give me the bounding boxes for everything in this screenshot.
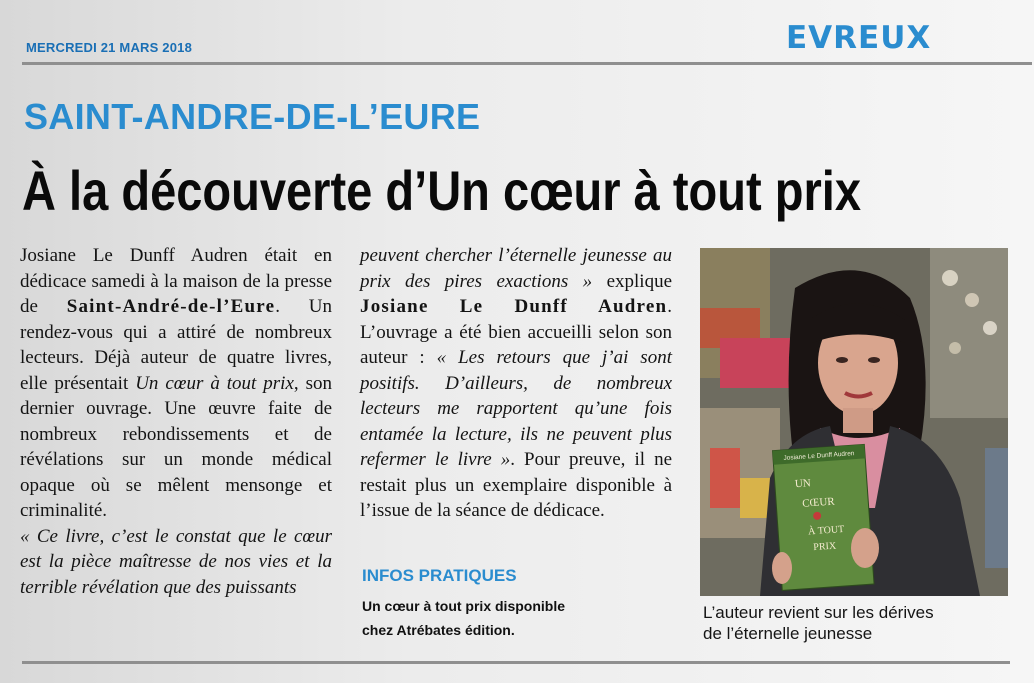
book-title: Un cœur à tout prix [135,372,294,394]
ornament [965,293,979,307]
text-run: Josiane Le Dunff Audren était en dédicace samedi à la maison de la presse de [20,245,332,317]
pink-box [720,338,790,388]
book-title-line-4: PRIX [812,540,837,554]
photo-illustration [700,248,1008,596]
article-kicker: SAINT-ANDRE-DE-L’EURE [24,96,481,137]
column-1-paragraph-1 [20,243,332,524]
ornament [949,342,961,354]
book-title-line-3: À TOUT [807,523,845,538]
book-author: Josiane Le Dunff Audren [783,450,855,463]
ornament [942,270,958,286]
bottom-divider [22,661,1010,664]
article-column-2 [360,243,672,524]
text-run: . Pour preuve, il ne restait plus un exemplaire disponible à l’issue de la séance de dédicace. [360,449,673,521]
hand-right [851,528,879,568]
place-name: Saint-André-de-l’Eure [66,296,276,317]
caption-line-2: de l’éternelle jeunesse [703,624,873,643]
hand-left [772,552,792,584]
infos-line-2: chez Atrébates édition. [362,622,515,638]
text-run: . L’ouvrage a été bien accueilli selon son auteur : [360,296,672,368]
edition-date: MERCREDI 21 MARS 2018 [26,40,193,55]
quote-continuation: peuvent chercher l’éternelle jeunesse au prix des pires exactions » [360,245,672,292]
photo-caption [703,602,934,644]
article-column-1 [20,243,332,600]
text-run: explique [592,270,672,292]
caption-line-1: L’auteur revient sur les dérives [703,603,934,622]
ornament [983,321,997,335]
infos-body [362,594,662,642]
eye-right [868,357,880,363]
column-1-quote: « Ce livre, c’est le constat que le cœur est la pièce maîtresse de nos vies et la terrible révélation que des puissants [20,525,332,598]
shelf-right [930,248,1008,418]
infos-line-1: Un cœur à tout prix disponible [362,598,565,614]
neck [843,408,873,433]
article-photo [700,248,1008,596]
infos-title: INFOS PRATIQUES [362,566,517,585]
section-city: EVREUX [786,20,932,56]
author-name: Josiane Le Dunff Audren [360,296,668,317]
author-quote: « Les retours que j’ai sont positifs. D’ailleurs, de nombreux lecteurs me rapportent qu’une fois entamée la lecture, ils ne peuvent plus refermer le livre » [360,347,672,470]
text-run: . Un rendez-vous qui a attiré de nombreux lecteurs. Déjà auteur de quatre livres, elle présentait [20,296,332,394]
column-2-paragraph-1 [360,243,672,524]
text-run: , son dernier ouvrage. Une œuvre faite de nombreux rebondissements et de révélations sur un monde médical opaque où se mêlent mensonge et criminalité. [20,372,332,521]
red-item [710,448,740,508]
article-headline: À la découverte d’Un cœur à tout prix [22,159,862,222]
top-divider [22,62,1032,65]
shelf-edge [985,448,1008,568]
book-title-line-1: UN [794,477,812,491]
eye-left [836,357,848,363]
book-title-line-2: CŒUR [801,495,836,510]
